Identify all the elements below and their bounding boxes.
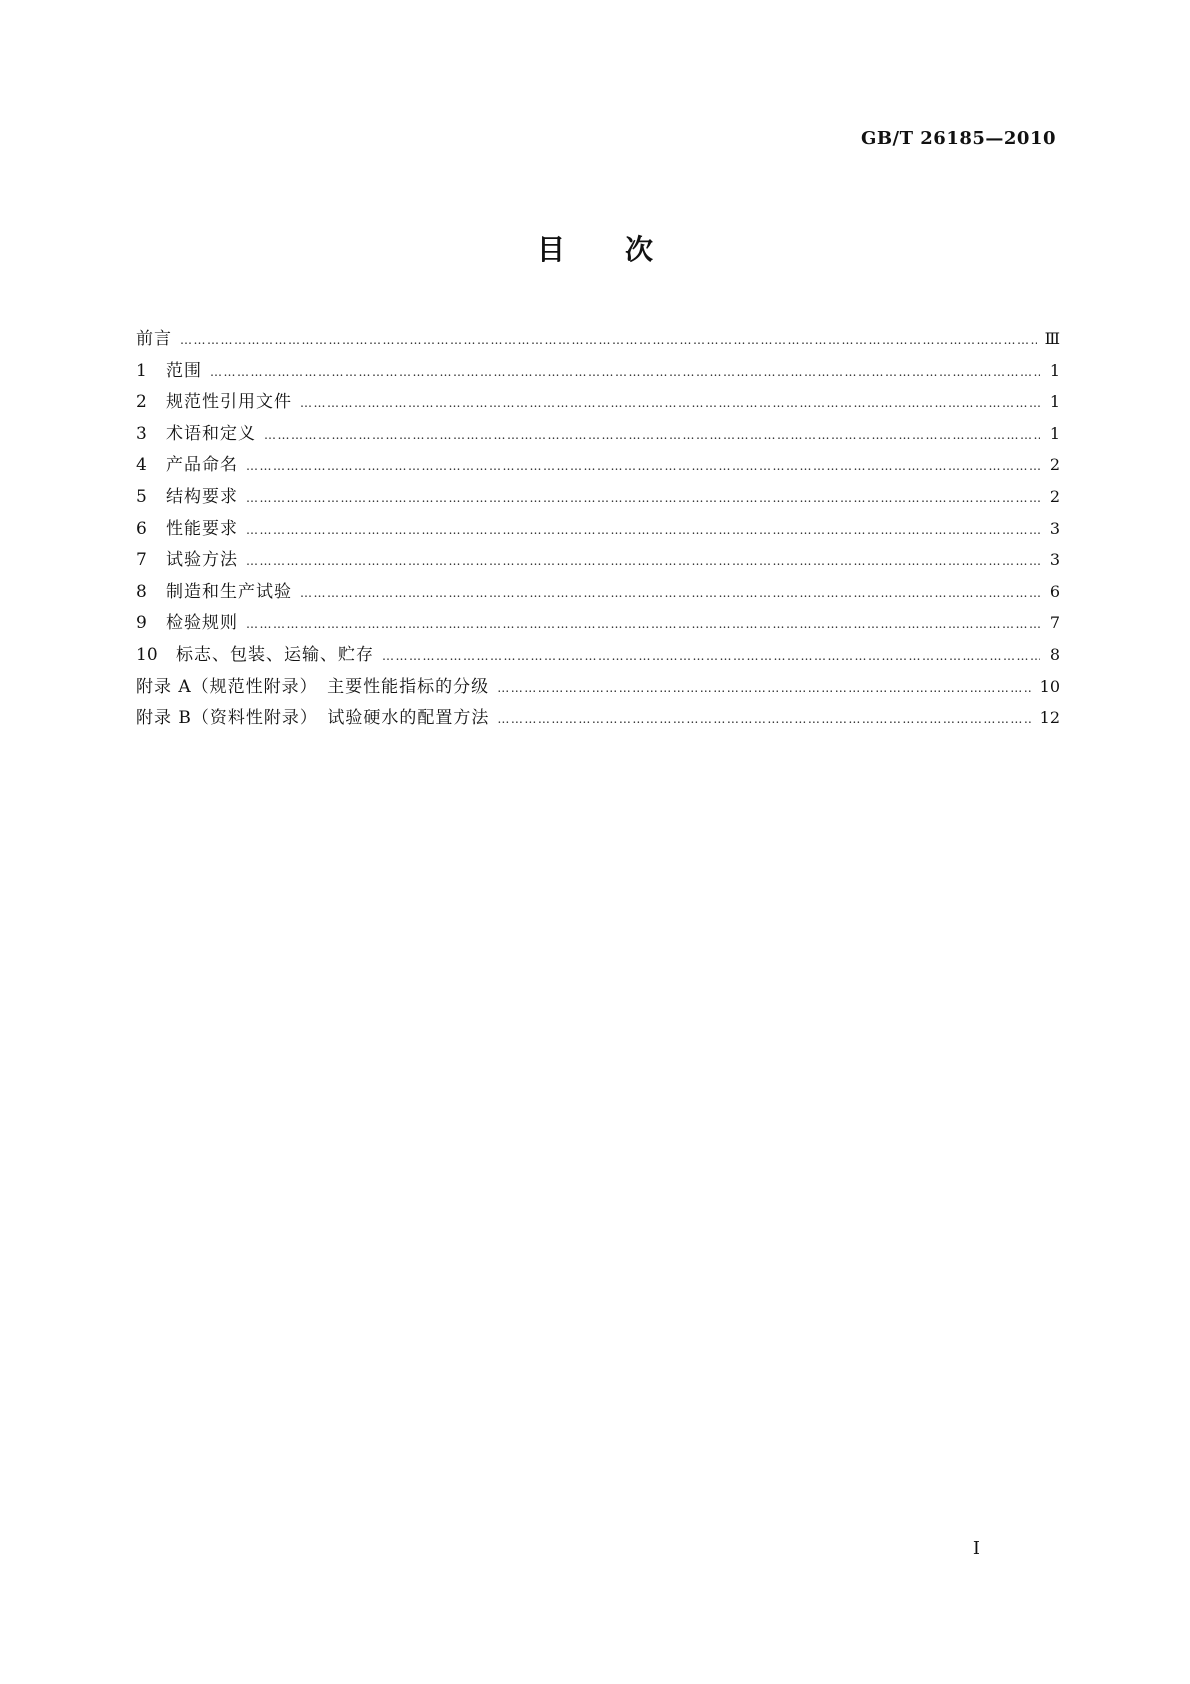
toc-entry-number: 4	[136, 455, 147, 476]
standard-code: GB/T 26185—2010	[860, 128, 1056, 149]
dot-leader	[246, 523, 1040, 537]
toc-entry-page: 7	[1049, 613, 1060, 633]
toc-entry-normative-references[interactable]	[136, 387, 1060, 419]
toc-entry-text: 标志、包装、运输、贮存	[176, 644, 374, 665]
dot-leader	[497, 681, 1031, 695]
toc-entry-number: 1	[136, 360, 147, 381]
toc-entry-text: 产品命名	[166, 455, 238, 476]
dot-leader	[246, 617, 1040, 631]
toc-entry-text: 制造和生产试验	[166, 581, 292, 602]
toc-entry-terms-definitions[interactable]	[136, 419, 1060, 451]
toc-entry-number: 10	[136, 644, 158, 665]
toc-entry-page: 2	[1049, 486, 1060, 506]
toc-entry-text: 性能要求	[166, 518, 238, 539]
toc-entry-text: 试验方法	[166, 550, 238, 571]
toc-entry-number: 2	[136, 392, 147, 413]
toc-entry-number: 9	[136, 613, 147, 634]
dot-leader	[246, 491, 1040, 505]
toc-entry-text: 前言	[136, 329, 172, 349]
toc-entry-page: 3	[1049, 518, 1060, 538]
toc-entry-number: 7	[136, 550, 147, 571]
toc-entry-number: 6	[136, 518, 147, 539]
table-of-contents	[136, 324, 1060, 735]
toc-entry-text: 附录 B（资料性附录） 试验硬水的配置方法	[136, 708, 490, 729]
toc-entry-annex-a[interactable]	[136, 672, 1060, 704]
toc-entry-page: 6	[1049, 581, 1060, 601]
dot-leader	[180, 333, 1037, 347]
toc-entry-marking-packaging[interactable]	[136, 640, 1060, 672]
toc-entry-product-naming[interactable]	[136, 450, 1060, 482]
dot-leader	[264, 428, 1040, 442]
page-number: Ⅰ	[972, 1538, 980, 1559]
toc-entry-performance-requirements[interactable]	[136, 514, 1060, 546]
toc-entry-page: 1	[1049, 360, 1060, 380]
toc-entry-text: 检验规则	[166, 613, 238, 634]
dot-leader	[210, 365, 1040, 379]
toc-entry-text: 结构要求	[166, 486, 238, 507]
dot-leader	[497, 712, 1031, 726]
toc-entry-structural-requirements[interactable]	[136, 482, 1060, 514]
dot-leader	[382, 649, 1040, 663]
toc-entry-page: 10	[1039, 676, 1060, 696]
toc-entry-annex-b[interactable]	[136, 703, 1060, 735]
toc-entry-number: 3	[136, 423, 147, 444]
toc-entry-page: 2	[1049, 455, 1060, 475]
toc-entry-page: 1	[1049, 392, 1060, 412]
toc-entry-text: 范围	[166, 360, 202, 381]
dot-leader	[246, 459, 1040, 473]
toc-entry-text: 规范性引用文件	[166, 392, 292, 413]
toc-entry-inspection-rules[interactable]	[136, 608, 1060, 640]
toc-entry-manufacturing-production-tests[interactable]	[136, 577, 1060, 609]
toc-entry-number: 8	[136, 581, 147, 602]
page-title: 目次	[536, 233, 713, 266]
toc-entry-page: 3	[1049, 550, 1060, 570]
toc-entry-page: Ⅲ	[1044, 329, 1060, 348]
toc-entry-preface[interactable]	[136, 324, 1060, 356]
dot-leader	[300, 586, 1040, 600]
toc-entry-number: 5	[136, 486, 147, 507]
toc-entry-page: 8	[1049, 644, 1060, 664]
toc-entry-page: 12	[1039, 708, 1060, 728]
toc-entry-text: 附录 A（规范性附录） 主要性能指标的分级	[136, 676, 490, 697]
dot-leader	[300, 396, 1040, 410]
toc-entry-text: 术语和定义	[166, 423, 256, 444]
toc-entry-scope[interactable]	[136, 356, 1060, 388]
toc-entry-page: 1	[1049, 423, 1060, 443]
toc-entry-test-methods[interactable]	[136, 545, 1060, 577]
dot-leader	[246, 554, 1040, 568]
